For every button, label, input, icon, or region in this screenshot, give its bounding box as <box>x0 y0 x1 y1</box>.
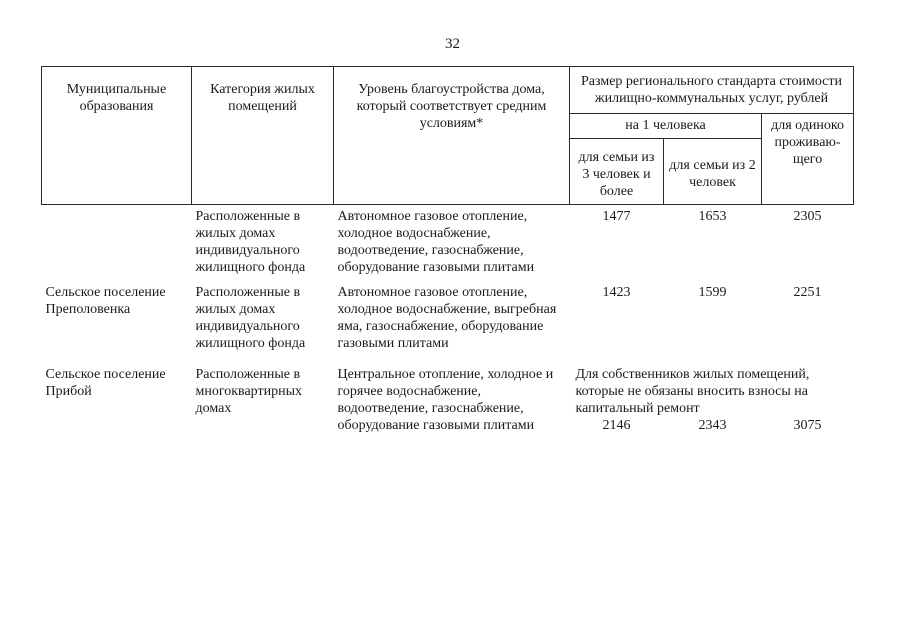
row-single: 2251 <box>793 285 822 300</box>
row-family-3: 2146 <box>602 418 631 433</box>
row-level: Центральное отопление, холодное и горячее водоснабжение, водоотведение, газоснабжение, оборудование газовыми плитами <box>337 367 554 433</box>
row-level: Автономное газовое отопление, холодное водоснабжение, выгребная яма, газоснабжение, оборудование газовыми плитами <box>337 285 557 351</box>
header-municipality: Муниципальные образования <box>42 67 192 205</box>
row-municipality: Сельское поселение Преполовенка <box>45 285 166 317</box>
row-family-3: 1477 <box>602 209 631 224</box>
row-municipality <box>42 205 192 277</box>
table-row <box>42 205 854 277</box>
page-number: 32 <box>445 36 460 52</box>
row-single: 3075 <box>793 418 822 433</box>
row-municipality: Сельское поселение Прибой <box>45 367 166 399</box>
row-family-2: 1599 <box>698 285 727 300</box>
row-category: Расположенные в жилых домах индивидуального жилищного фонда <box>195 209 306 275</box>
row-family-2: 2343 <box>698 418 727 433</box>
header-standard-size: Размер регионального стандарта стоимости жилищно-коммунальных услуг, рублей <box>570 67 854 114</box>
header-single: для одиноко проживаю-щего <box>762 114 854 205</box>
tariff-table <box>41 66 854 434</box>
table-row <box>42 352 854 417</box>
header-per-person: на 1 человека <box>570 114 762 139</box>
row-family-2: 1653 <box>698 209 727 224</box>
header-category: Категория жилых помещений <box>192 67 334 205</box>
row-single: 2305 <box>793 209 822 224</box>
header-family-3: для семьи из 3 человек и более <box>570 139 664 205</box>
row-category: Расположенные в жилых домах индивидуального жилищного фонда <box>195 285 306 351</box>
header-family-2: для семьи из 2 человек <box>664 139 762 205</box>
row-level: Автономное газовое отопление, холодное водоснабжение, водоотведение, газоснабжение, оборудование газовыми плитами <box>337 209 535 275</box>
table-row <box>42 276 854 352</box>
row-category: Расположенные в многоквартирных домах <box>195 367 303 416</box>
row-note: Для собственников жилых помещений, которые не обязаны вносить взносы на капитальный ремонт <box>575 367 810 416</box>
row-family-3: 1423 <box>602 285 631 300</box>
header-level: Уровень благоустройства дома, который соответствует средним условиям* <box>334 67 570 205</box>
